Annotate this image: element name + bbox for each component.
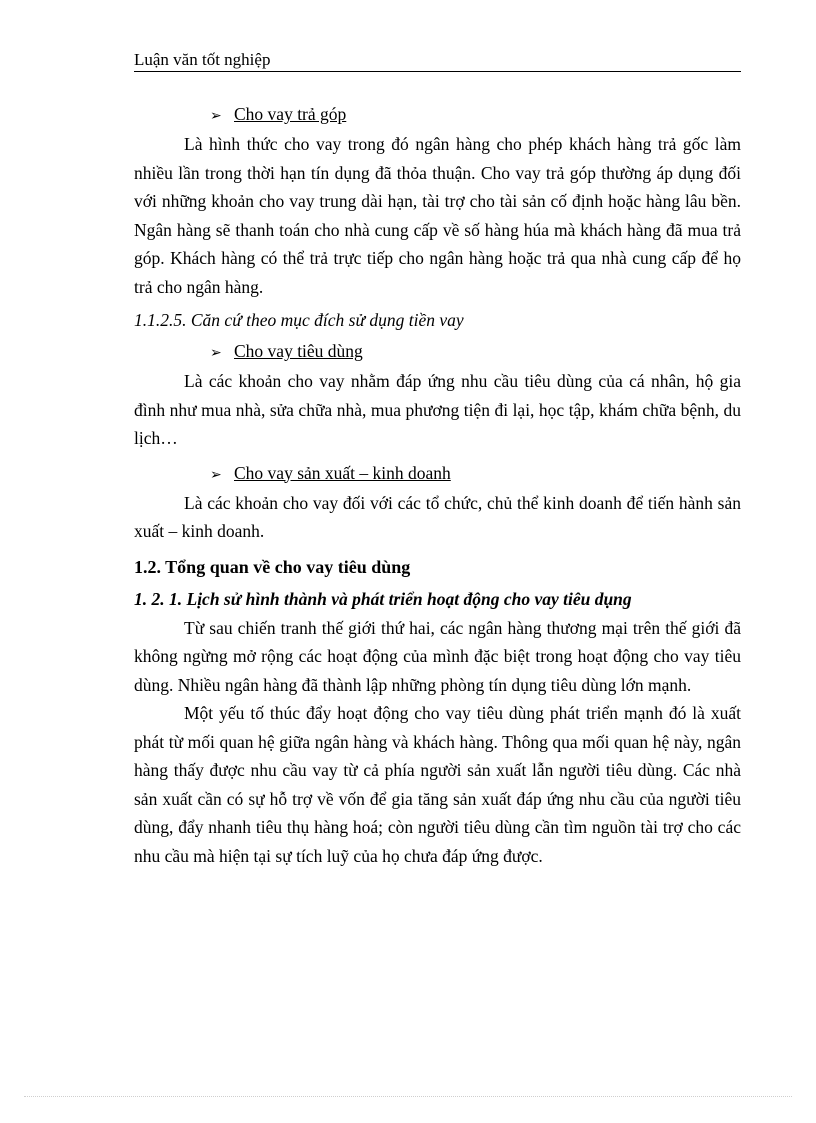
section-heading-overview: 1.2. Tổng quan về cho vay tiêu dùng xyxy=(134,556,411,577)
bullet-label: Cho vay tiêu dùng xyxy=(234,341,363,361)
bullet-installment xyxy=(134,98,741,130)
paragraph-installment: Là hình thức cho vay trong đó ngân hàng cho phép khách hàng trả gốc làm nhiều lần trong thời hạn tín dụng đã thỏa thuận. Cho vay trả góp thường áp dụng đối với những khoản cho vay trung dài hạn, tài trợ cho tài sản cố định hoặc hàng lâu bền. Ngân hàng sẽ thanh toán cho nhà cung cấp về số hàng húa mà khách hàng đã mua trả góp. Khách hàng có thể trả trực tiếp cho ngân hàng hoặc trả qua nhà cung cấp để họ trả cho ngân hàng. xyxy=(134,134,741,297)
bullet-label: Cho vay trả góp xyxy=(234,104,347,124)
bullet-consumer xyxy=(134,335,741,367)
subsection-heading-history: 1. 2. 1. Lịch sử hình thành và phát triển hoạt động cho vay tiêu dụng xyxy=(134,588,632,609)
paragraph-business: Là các khoản cho vay đối với các tổ chức, chủ thể kinh doanh để tiến hành sản xuất – kinh doanh. xyxy=(134,492,741,541)
bullet-label: Cho vay sản xuất – kinh doanh xyxy=(234,462,451,483)
arrow-bullet-icon: ➢ xyxy=(210,108,222,124)
paragraph-consumer: Là các khoản cho vay nhằm đáp ứng nhu cầu tiêu dùng của cá nhân, hộ gia đình như mua nhà, sửa chữa nhà, mua phương tiện đi lại, học tập, khám chữa bệnh, du lịch… xyxy=(134,371,741,448)
subheading-purpose: 1.1.2.5. Căn cứ theo mục đích sử dụng tiền vay xyxy=(134,310,464,330)
arrow-bullet-icon: ➢ xyxy=(210,466,222,483)
page-header xyxy=(134,50,741,72)
paragraph-history-2: Một yếu tố thúc đẩy hoạt động cho vay tiêu dùng phát triển mạnh đó là xuất phát từ mối quan hệ giữa ngân hàng và khách hàng. Thông qua mối quan hệ này, ngân hàng thấy được nhu cầu vay từ cả phía người sản xuất lẫn người tiêu dùng. Các nhà sản xuất cần có sự hỗ trợ về vốn để gia tăng sản xuất đáp ứng nhu cầu của người tiêu dùng, đẩy nhanh tiêu thụ hàng hoá; còn người tiêu dùng cần tìm nguồn tài trợ cho các nhu cầu mà hiện tại sự tích luỹ của họ chưa đáp ứng được. xyxy=(134,703,741,866)
page-footer-divider xyxy=(24,1096,792,1097)
document-body xyxy=(134,98,741,870)
paragraph-history-1: Từ sau chiến tranh thế giới thứ hai, các ngân hàng thương mại trên thế giới đã không ngừng mở rộng các hoạt động của mình đặc biệt trong hoạt động cho vay tiêu dùng. Nhiều ngân hàng đã thành lập những phòng tín dụng tiêu dùng lớn mạnh. xyxy=(134,617,741,695)
bullet-business xyxy=(134,457,741,489)
header-title: Luận văn tốt nghiệp xyxy=(134,50,271,69)
arrow-bullet-icon: ➢ xyxy=(210,345,222,361)
